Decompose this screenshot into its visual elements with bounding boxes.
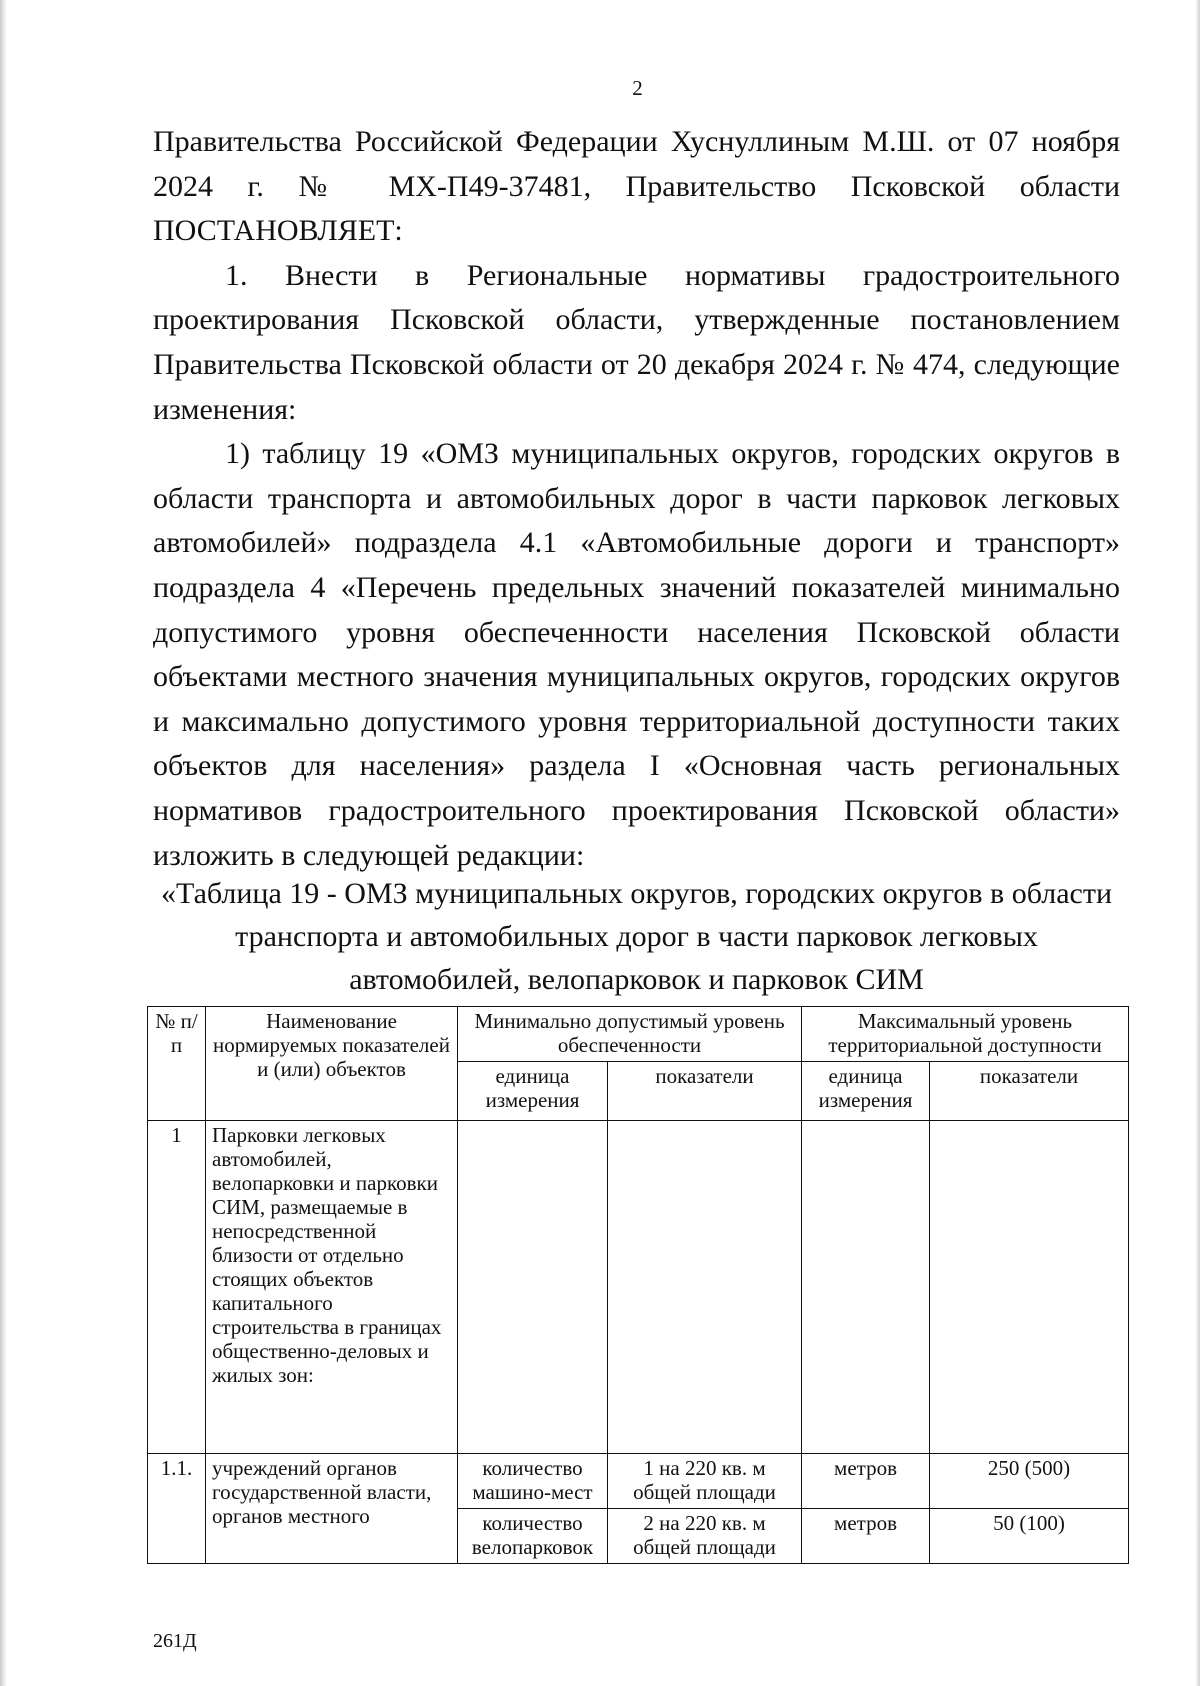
row-1-1-name: учреждений органов государственной власти, органов местного (206, 1454, 458, 1564)
row-1-num: 1 (148, 1121, 206, 1454)
row-1-1-a-max-unit: метров (802, 1454, 930, 1509)
header-num: № п/п (148, 1007, 206, 1121)
row-1-1-a-min-unit: количество машино-мест (458, 1454, 608, 1509)
row-1-1-a-max-value: 250 (500) (930, 1454, 1129, 1509)
table-caption-line-3: автомобилей, велопарковок и парковок СИМ (349, 963, 924, 996)
table-caption-line-1: «Таблица 19 - ОМЗ муниципальных округов, городских округов в области (160, 877, 1113, 910)
row-1-1-b-min-value: 2 на 220 кв. м общей площади (608, 1509, 802, 1564)
paragraph-resolution-intro: Правительства Российской Федерации Хуснуллиным М.Ш. от 07 ноября 2024 г. № МХ-П49-37481, Правительство Псковской области ПОСТАНОВЛЯЕТ: (153, 125, 1120, 248)
table-header-row (148, 1007, 1129, 1062)
header-max-value: показатели (930, 1062, 1129, 1121)
row-1-min-unit (458, 1121, 608, 1454)
row-1-1-b-min-unit: количество велопарковок (458, 1509, 608, 1564)
row-1-1-b-max-unit: метров (802, 1509, 930, 1564)
header-max-group: Максимальный уровень территориальной доступности (802, 1007, 1129, 1062)
row-1-1-a-min-value: 1 на 220 кв. м общей площади (608, 1454, 802, 1509)
row-1-max-value (930, 1121, 1129, 1454)
scan-edge-left (0, 0, 7, 1686)
footer-document-code: 261Д (153, 1630, 197, 1652)
table-caption-line-2: транспорта и автомобильных дорог в части парковок легковых (235, 920, 1038, 953)
page-number: 2 (632, 76, 643, 100)
header-min-group: Минимально допустимый уровень обеспеченности (458, 1007, 802, 1062)
row-1-max-unit (802, 1121, 930, 1454)
document-body (153, 120, 1120, 878)
paragraph-item-1: 1. Внести в Региональные нормативы градостроительного проектирования Псковской области, утвержденные постановлением Правительства Псковской области от 20 декабря 2024 г. № 474, следующие изменения: (153, 258, 1120, 426)
header-max-unit: единица измерения (802, 1062, 930, 1121)
row-1-min-value (608, 1121, 802, 1454)
header-min-value: показатели (608, 1062, 802, 1121)
row-1-1-b-max-value: 50 (100) (930, 1509, 1129, 1564)
row-1-name: Парковки легковых автомобилей, велопарковки и парковки СИМ, размещаемые в непосредственной близости от отдельно стоящих объектов капитального строительства в границах общественно-деловых и жилых зон: (206, 1121, 458, 1454)
table-row (148, 1454, 1129, 1509)
scan-edge-right (1195, 0, 1200, 1686)
table-caption (146, 872, 1127, 1001)
paragraph-subitem-1: 1) таблицу 19 «ОМЗ муниципальных округов, городских округов в области транспорта и автомобильных дорог в части парковок легковых автомобилей» подраздела 4.1 «Автомобильные дороги и транспорт» подраздела 4 «Перечень предельных значений показателей минимально допустимого уровня обеспеченности населения Псковской области объектами местного значения муниципальных округов, городских округов и максимально допустимого уровня территориальной доступности таких объектов для населения» раздела I «Основная часть региональных нормативов градостроительного проектирования Псковской области» изложить в следующей редакции: (153, 437, 1120, 872)
row-1-1-num: 1.1. (148, 1454, 206, 1564)
table-row (148, 1121, 1129, 1454)
header-name: Наименование нормируемых показателей и (или) объектов (206, 1007, 458, 1121)
header-min-unit: единица измерения (458, 1062, 608, 1121)
norms-table (147, 1006, 1129, 1564)
